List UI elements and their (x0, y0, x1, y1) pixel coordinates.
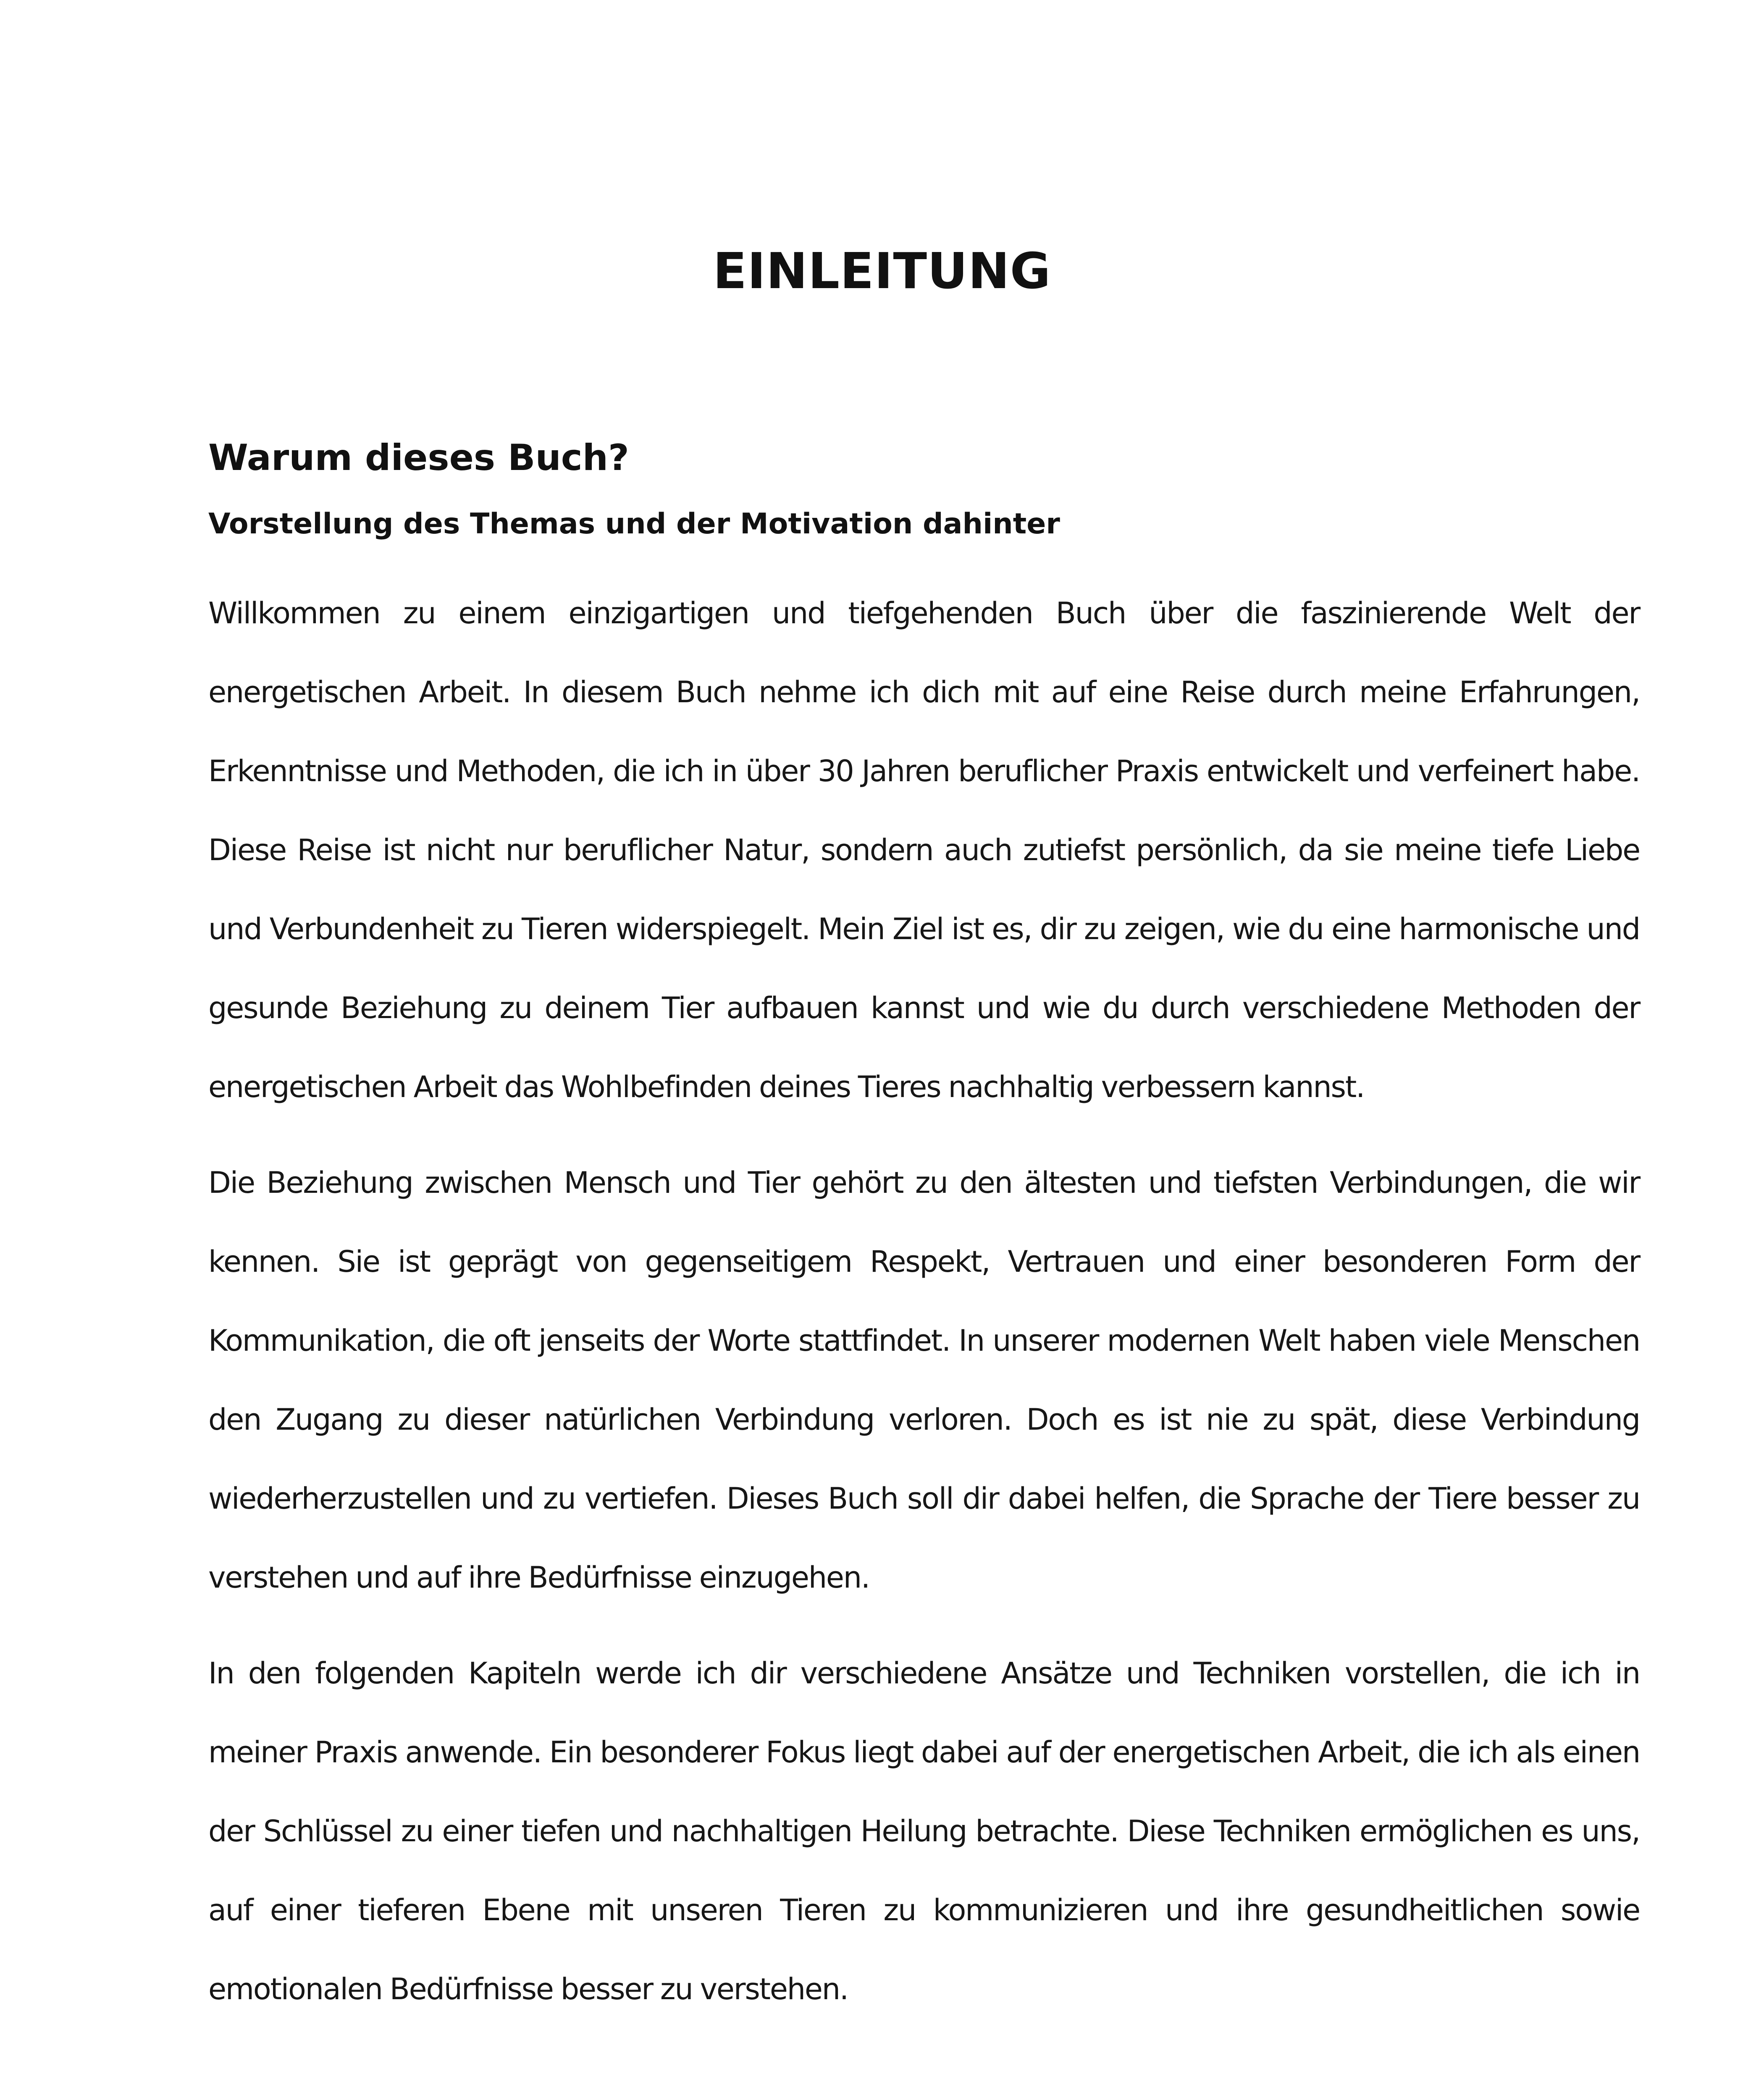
chapter-title: EINLEITUNG (713, 242, 1051, 300)
body-paragraph: Willkommen zu einem einzigartigen und tiefgehenden Buch über die faszinierende Welt der energetischen Arbeit. In diesem Buch nehme ich dich mit auf eine Reise durch meine Erfahrungen, Erkenntnisse und Methoden, die ich in über 30 Jahren beruflicher Praxis entwickelt und verfeinert habe. Diese Reise ist nicht nur beruflicher Natur, sondern auch zutiefst persönlich, da sie meine tiefe Liebe und Verbundenheit zu Tieren widerspiegelt. Mein Ziel ist es, dir zu zeigen, wie du eine harmonische und gesunde Beziehung zu deinem Tier aufbauen kannst und wie du durch verschiedene Methoden der energetischen Arbeit das Wohlbefinden deines Tieres nachhaltig verbessern kannst. (208, 596, 1640, 1104)
body-paragraph: Die Beziehung zwischen Mensch und Tier gehört zu den ältesten und tiefsten Verbindungen, die wir kennen. Sie ist geprägt von gegenseitigem Respekt, Vertrauen und einer besonderen Form der Kommunikation, die oft jenseits der Worte stattfindet. In unserer modernen Welt haben viele Menschen den Zugang zu dieser natürlichen Verbindung verloren. Doch es ist nie zu spät, diese Verbindung wiederherzustellen und zu vertiefen. Dieses Buch soll dir dabei helfen, die Sprache der Tiere besser zu verstehen und auf ihre Bedürfnisse einzugehen. (208, 1166, 1640, 1595)
section-heading: Warum dieses Buch? (208, 437, 629, 479)
page-content (208, 433, 1640, 2029)
body-paragraph: In den folgenden Kapiteln werde ich dir verschiedene Ansätze und Techniken vorstellen, die ich in meiner Praxis anwende. Ein besonderer Fokus liegt dabei auf der energetischen Arbeit, die ich als einen der Schlüssel zu einer tiefen und nachhaltigen Heilung betrachte. Diese Techniken ermöglichen es uns, auf einer tieferen Ebene mit unseren Tieren zu kommunizieren und ihre gesundheitlichen sowie emotionalen Bedürfnisse besser zu verstehen. (208, 1656, 1640, 2006)
section-subheading: Vorstellung des Themas und der Motivation dahinter (208, 507, 1060, 541)
